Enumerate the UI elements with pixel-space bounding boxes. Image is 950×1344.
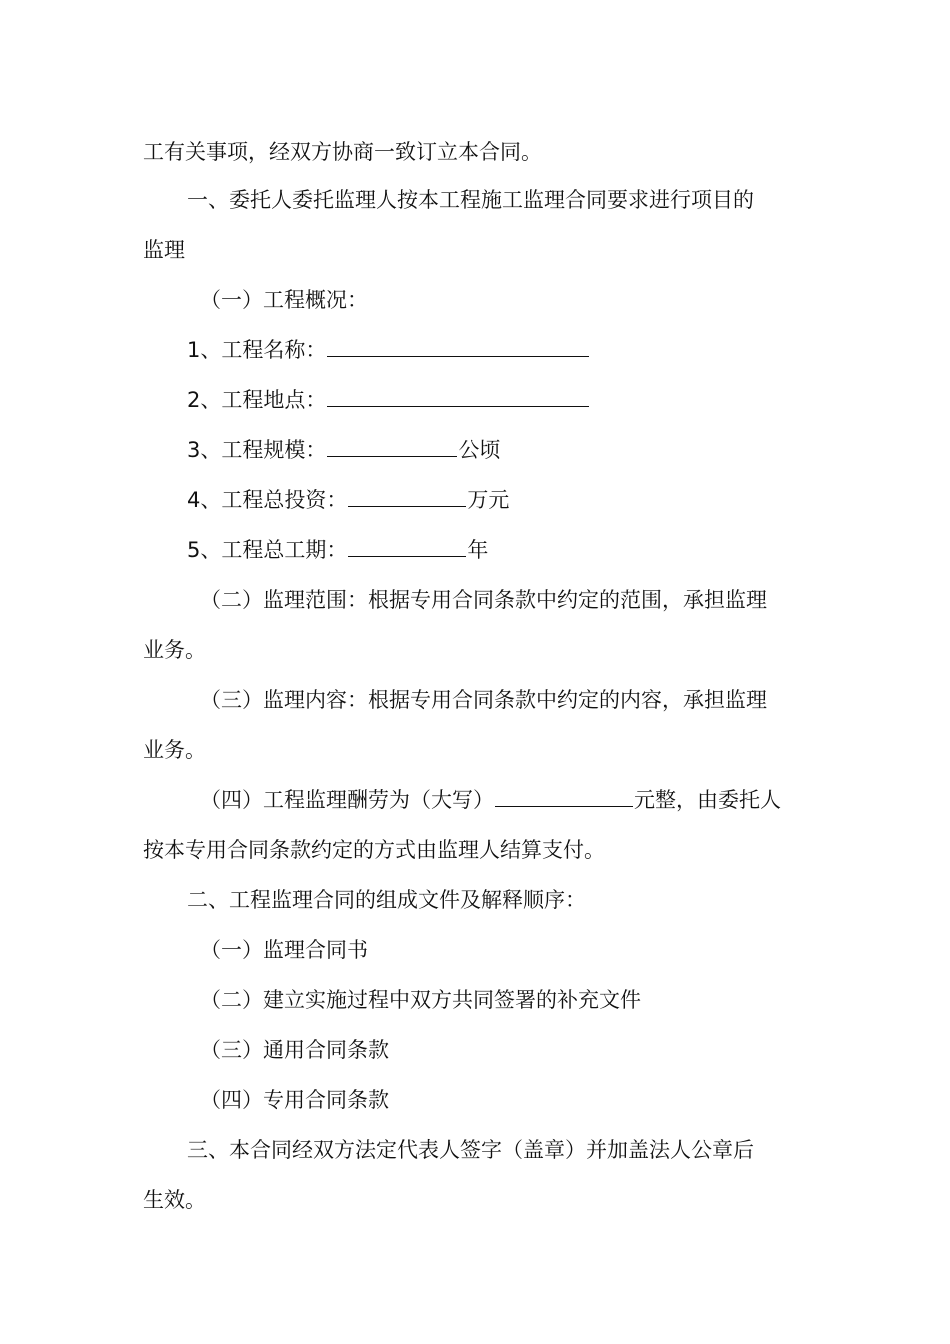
section-heading: 一、委托人委托监理人按本工程施工监理合同要求进行项目的 [187,188,754,212]
supervision-content-line: （三）监理内容：根据专用合同条款中约定的内容，承担监理 [200,688,767,712]
paragraph-line: 工有关事项，经双方协商一致订立本合同。 [143,140,542,164]
project-duration-unit: 年 [467,538,489,562]
project-location-label: 2、工程地点： [187,388,327,412]
project-duration-label: 5、工程总工期： [187,538,348,562]
project-name-blank [327,336,589,357]
project-scale-label: 3、工程规模： [187,438,327,462]
supervision-fee-suffix: 元整，由委托人 [634,788,781,812]
paragraph-line: 业务。 [143,638,206,662]
project-duration-line [187,536,488,564]
project-name-label: 1、工程名称： [187,338,327,362]
list-item: （二）建立实施过程中双方共同签署的补充文件 [200,988,641,1012]
project-investment-label: 4、工程总投资： [187,488,348,512]
supervision-fee-blank [495,786,633,807]
list-item: （一）监理合同书 [200,938,368,962]
paragraph-line: 按本专用合同条款约定的方式由监理人结算支付。 [143,838,605,862]
supervision-fee-line [200,786,781,814]
supervision-fee-label: （四）工程监理酬劳为（大写） [200,788,494,812]
supervision-scope-line: （二）监理范围：根据专用合同条款中约定的范围，承担监理 [200,588,767,612]
project-name-line [187,336,590,364]
project-investment-unit: 万元 [467,488,510,512]
list-item: （三）通用合同条款 [200,1038,389,1062]
section-heading: 二、工程监理合同的组成文件及解释顺序： [187,888,586,912]
project-scale-blank [327,436,457,457]
paragraph-line: 业务。 [143,738,206,762]
project-scale-line [187,436,500,464]
paragraph-line: 监理 [143,238,185,262]
project-location-blank [327,386,589,407]
subsection-heading: （一）工程概况： [200,288,368,312]
project-investment-blank [348,486,466,507]
section-heading: 三、本合同经双方法定代表人签字（盖章）并加盖法人公章后 [187,1138,754,1162]
project-duration-blank [348,536,466,557]
list-item: （四）专用合同条款 [200,1088,389,1112]
paragraph-line: 生效。 [143,1188,206,1212]
project-location-line [187,386,590,414]
project-scale-unit: 公顷 [458,438,501,462]
project-investment-line [187,486,509,514]
